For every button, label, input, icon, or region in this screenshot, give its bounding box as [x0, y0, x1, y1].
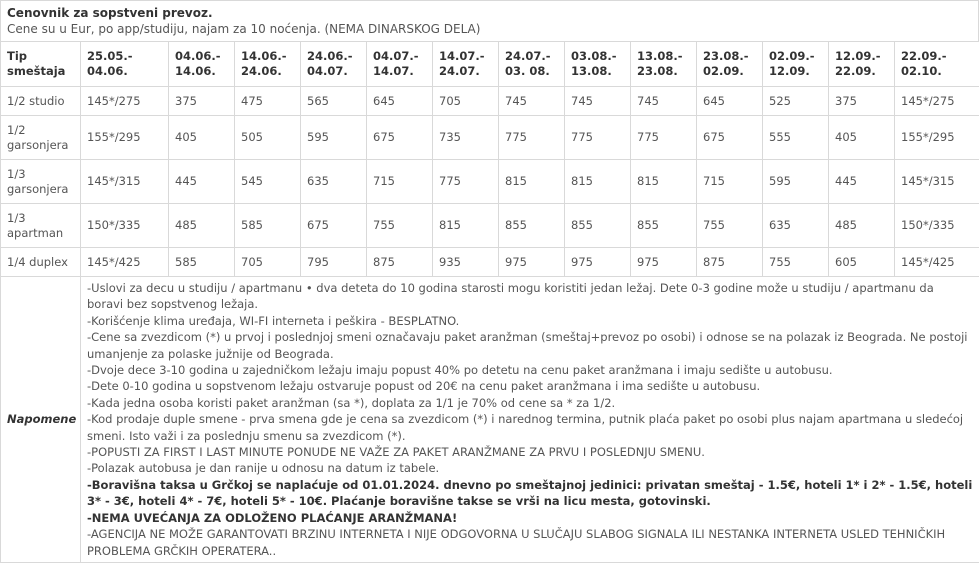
price-cell: 635	[763, 204, 829, 248]
column-header-period: 02.09.- 12.09.	[763, 42, 829, 87]
note-line: -Kod prodaje duple smene - prva smena gde je cena sa zvezdicom (*) i narednog termina, putnik plaća paket po osobi plus najam apartmana u sledećoj smeni. Isto važi i za poslednju smenu sa zvezdicom (*).	[87, 412, 964, 443]
price-cell: 155*/295	[81, 116, 169, 160]
table-row	[1, 87, 979, 116]
column-header-period: 23.08.- 02.09.	[697, 42, 763, 87]
price-cell: 755	[697, 204, 763, 248]
price-cell: 475	[235, 87, 301, 116]
column-header-type: Tip smeštaja	[1, 42, 81, 87]
price-cell: 555	[763, 116, 829, 160]
price-cell: 595	[763, 160, 829, 204]
price-cell: 745	[499, 87, 565, 116]
price-cell: 505	[235, 116, 301, 160]
price-cell: 755	[367, 204, 433, 248]
price-cell: 855	[565, 204, 631, 248]
price-cell: 975	[565, 248, 631, 277]
price-cell: 975	[499, 248, 565, 277]
note-line: -NEMA UVEĆANJA ZA ODLOŽENO PLAĆANJE ARANŽMANA!	[87, 510, 458, 525]
column-header-period: 24.06.- 04.07.	[301, 42, 367, 87]
price-cell: 675	[367, 116, 433, 160]
table-row	[1, 160, 979, 204]
price-cell: 715	[367, 160, 433, 204]
price-cell: 775	[631, 116, 697, 160]
price-cell: 645	[367, 87, 433, 116]
price-cell: 715	[697, 160, 763, 204]
price-cell: 405	[169, 116, 235, 160]
price-cell: 155*/295	[895, 116, 979, 160]
table-row	[1, 116, 979, 160]
price-cell: 815	[433, 204, 499, 248]
price-cell: 445	[169, 160, 235, 204]
price-cell: 145*/425	[895, 248, 979, 277]
notes-row	[1, 277, 979, 563]
price-cell: 935	[433, 248, 499, 277]
note-line: -AGENCIJA NE MOŽE GARANTOVATI BRZINU INTERNETA I NIJE ODGOVORNA U SLUČAJU SLABOG SIGNALA ILI NESTANKA INTERNETA USLED TEHNIČKIH PROBLEMA GRČKIH OPERATERA..	[87, 527, 946, 558]
column-header-period: 14.07.- 24.07.	[433, 42, 499, 87]
price-cell: 525	[763, 87, 829, 116]
column-header-period: 13.08.- 23.08.	[631, 42, 697, 87]
price-cell: 585	[169, 248, 235, 277]
price-cell: 855	[499, 204, 565, 248]
price-cell: 675	[697, 116, 763, 160]
price-cell: 595	[301, 116, 367, 160]
notes-label: Napomene	[1, 277, 81, 563]
accommodation-type-cell: 1/2 studio	[1, 87, 81, 116]
page-subtitle: Cene su u Eur, po app/studiju, najam za 10 noćenja. (NEMA DINARSKOG DELA)	[7, 22, 481, 36]
price-cell: 775	[433, 160, 499, 204]
price-cell: 145*/315	[895, 160, 979, 204]
price-cell: 485	[829, 204, 895, 248]
table-row	[1, 204, 979, 248]
price-cell: 755	[763, 248, 829, 277]
price-cell: 635	[301, 160, 367, 204]
price-list-header	[0, 0, 979, 41]
price-cell: 815	[565, 160, 631, 204]
column-header-period: 12.09.- 22.09.	[829, 42, 895, 87]
column-header-period: 04.07.- 14.07.	[367, 42, 433, 87]
price-cell: 565	[301, 87, 367, 116]
price-cell: 145*/315	[81, 160, 169, 204]
price-cell: 675	[301, 204, 367, 248]
price-cell: 735	[433, 116, 499, 160]
price-cell: 375	[169, 87, 235, 116]
price-cell: 375	[829, 87, 895, 116]
table-header-row	[1, 42, 979, 87]
column-header-period: 03.08.- 13.08.	[565, 42, 631, 87]
accommodation-type-cell: 1/2 garsonjera	[1, 116, 81, 160]
price-cell: 795	[301, 248, 367, 277]
price-cell: 605	[829, 248, 895, 277]
note-line: -Dvoje dece 3-10 godina u zajedničkom ležaju imaju popust 40% po detetu na cenu paket aranžmana i imaju sedište u autobusu.	[87, 363, 833, 378]
price-cell: 485	[169, 204, 235, 248]
price-cell: 775	[565, 116, 631, 160]
price-cell: 705	[235, 248, 301, 277]
notes-content	[81, 277, 979, 563]
accommodation-type-cell: 1/3 apartman	[1, 204, 81, 248]
table-row	[1, 248, 979, 277]
price-cell: 855	[631, 204, 697, 248]
price-cell: 815	[499, 160, 565, 204]
price-table	[0, 41, 979, 563]
column-header-period: 22.09.- 02.10.	[895, 42, 979, 87]
price-cell: 645	[697, 87, 763, 116]
price-cell: 445	[829, 160, 895, 204]
page-title: Cenovnik za sopstveni prevoz.	[7, 6, 213, 20]
price-cell: 745	[631, 87, 697, 116]
price-cell: 745	[565, 87, 631, 116]
price-cell: 815	[631, 160, 697, 204]
price-cell: 585	[235, 204, 301, 248]
column-header-period: 14.06.- 24.06.	[235, 42, 301, 87]
table-body	[1, 87, 979, 277]
note-line: -Cene sa zvezdicom (*) u prvoj i poslednjoj smeni označavaju paket aranžman (smeštaj+prevoz po osobi) i odnose se na polazak iz Beograda. Ne postoji umanjenje za polaske južnije od Beograda.	[87, 330, 968, 361]
note-line: -Dete 0-10 godina u sopstvenom ležaju ostvaruje popust od 20€ na cenu paket aranžmana i ima sedište u autobusu.	[87, 379, 761, 394]
note-line: -Kada jedna osoba koristi paket aranžman (sa *), doplata za 1/1 je 70% od cene sa * za 1/2.	[87, 395, 616, 410]
note-line: -Polazak autobusa je dan ranije u odnosu na datum iz tabele.	[87, 461, 440, 476]
price-cell: 875	[367, 248, 433, 277]
accommodation-type-cell: 1/4 duplex	[1, 248, 81, 277]
price-cell: 705	[433, 87, 499, 116]
price-cell: 545	[235, 160, 301, 204]
note-line: -Uslovi za decu u studiju / apartmanu • dva deteta do 10 godina starosti mogu koristiti jedan ležaj. Dete 0-3 godine može u studiju / apartmanu da boravi bez sopstvenog ležaja.	[87, 281, 934, 312]
price-cell: 405	[829, 116, 895, 160]
price-cell: 145*/275	[895, 87, 979, 116]
column-header-period: 24.07.- 03. 08.	[499, 42, 565, 87]
price-cell: 150*/335	[895, 204, 979, 248]
price-cell: 145*/275	[81, 87, 169, 116]
price-cell: 975	[631, 248, 697, 277]
note-line: -Korišćenje klima uređaja, WI-FI interneta i peškira - BESPLATNO.	[87, 313, 460, 328]
note-line: -Boravišna taksa u Grčkoj se naplaćuje od 01.01.2024. dnevno po smeštajnoj jedinici: privatan smeštaj - 1.5€, hoteli 1* i 2* - 1.5€, hoteli 3* - 3€, hoteli 4* - 7€, hoteli 5* - 10€. Plaćanje boravišne takse se vrši na licu mesta, gotovinski.	[87, 477, 973, 509]
price-cell: 150*/335	[81, 204, 169, 248]
note-line: -POPUSTI ZA FIRST I LAST MINUTE PONUDE NE VAŽE ZA PAKET ARANŽMANE ZA PRVU I POSLEDNJU SMENU.	[87, 445, 705, 460]
column-header-period: 04.06.- 14.06.	[169, 42, 235, 87]
accommodation-type-cell: 1/3 garsonjera	[1, 160, 81, 204]
price-cell: 875	[697, 248, 763, 277]
price-cell: 775	[499, 116, 565, 160]
price-cell: 145*/425	[81, 248, 169, 277]
column-header-period: 25.05.- 04.06.	[81, 42, 169, 87]
